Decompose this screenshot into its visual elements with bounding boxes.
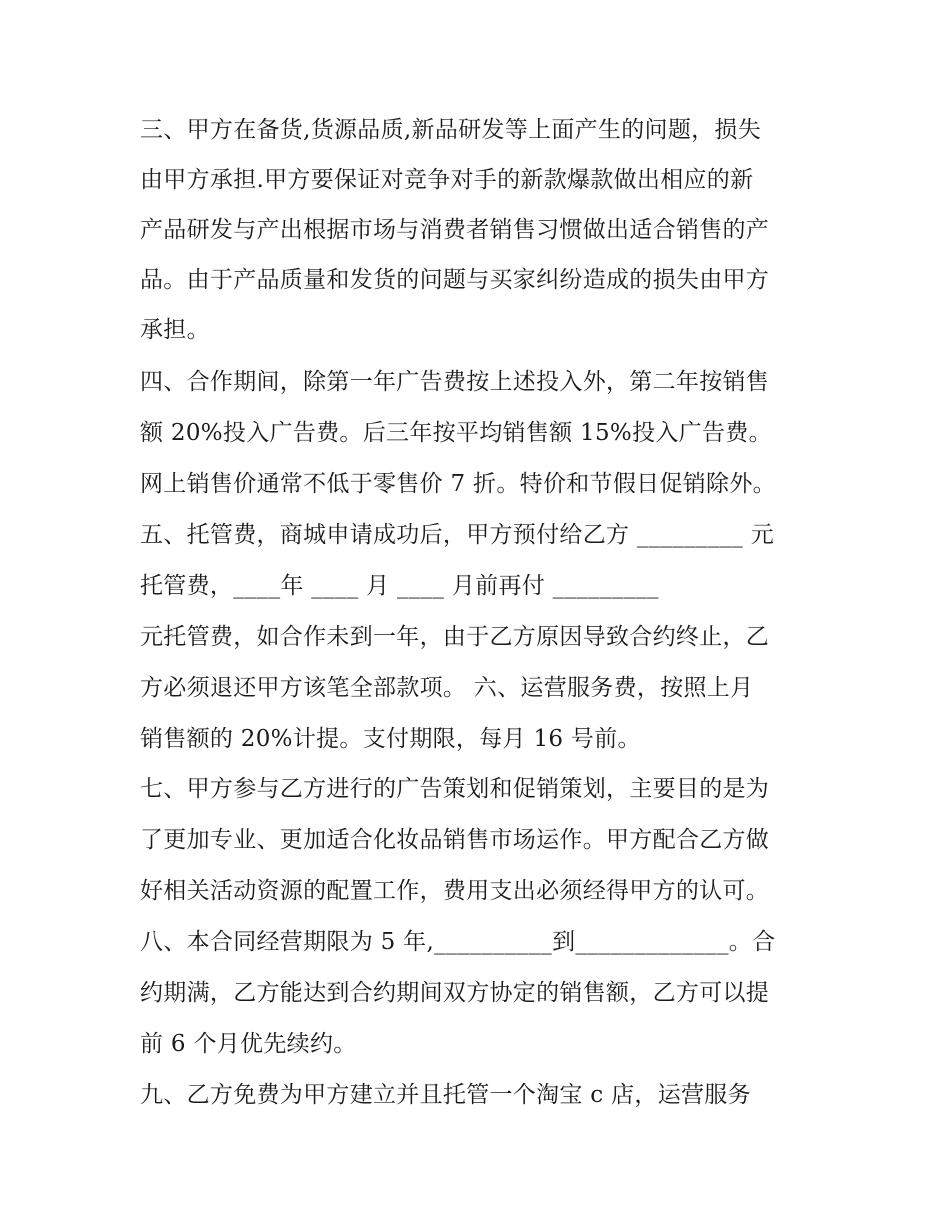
- text-line: 九、乙方免费为甲方建立并且托管一个淘宝 c 店，运营服务: [140, 1082, 751, 1108]
- text-line: 额 20%投入广告费。后三年按平均销售额 15%投入广告费。: [140, 420, 772, 446]
- text-line: 好相关活动资源的配置工作，费用支出必须经得甲方的认可。: [140, 878, 770, 904]
- text-line: 了更加专业、更加适合化妆品销售市场运作。甲方配合乙方做: [140, 827, 770, 853]
- text-line: 承担。: [140, 317, 210, 343]
- text-line: 网上销售价通常不低于零售价 7 折。特价和节假日促销除外。: [140, 471, 776, 497]
- text-line: 由甲方承担.甲方要保证对竞争对手的新款爆款做出相应的新: [140, 167, 754, 193]
- text-line: 八、本合同经营期限为 5 年,__________到_____________。合: [140, 929, 776, 955]
- text-line: 产品研发与产出根据市场与消费者销售习惯做出适合销售的产: [140, 217, 770, 243]
- text-line: 七、甲方参与乙方进行的广告策划和促销策划，主要目的是为: [140, 776, 770, 802]
- text-line: 托管费，____年 ____ 月 ____ 月前再付 _________: [140, 573, 659, 599]
- text-line: 品。由于产品质量和发货的问题与买家纠纷造成的损失由甲方: [140, 267, 770, 293]
- text-line: 约期满，乙方能达到合约期间双方协定的销售额，乙方可以提: [140, 980, 770, 1006]
- text-line: 五、托管费，商城申请成功后，甲方预付给乙方 _________ 元: [140, 522, 775, 548]
- text-line: 三、甲方在备货,货源品质,新品研发等上面产生的问题，损失: [140, 117, 762, 143]
- text-line: 四、合作期间，除第一年广告费按上述投入外，第二年按销售: [140, 369, 770, 395]
- text-line: 方必须退还甲方该笔全部款项。 六、运营服务费，按照上月: [140, 675, 754, 701]
- text-line: 前 6 个月优先续约。: [140, 1031, 357, 1057]
- text-line: 元托管费，如合作未到一年，由于乙方原因导致合约终止，乙: [140, 624, 770, 650]
- text-line: 销售额的 20%计提。支付期限，每月 16 号前。: [140, 726, 641, 752]
